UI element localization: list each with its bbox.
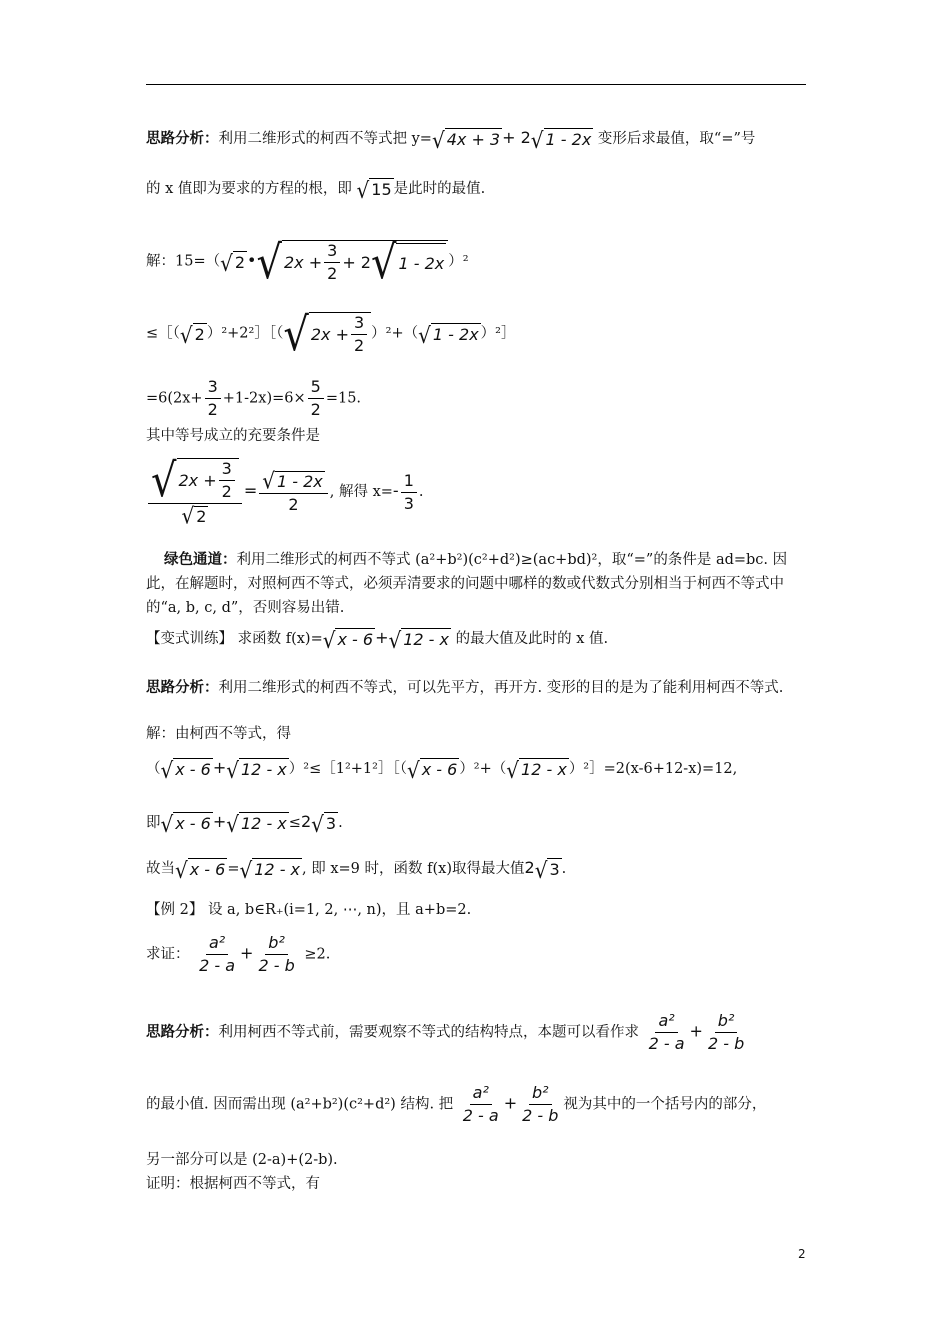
analysis-1-line-2 <box>146 176 486 204</box>
radicand: 1 - 2x <box>432 324 479 344</box>
numerator: 3 <box>205 378 221 399</box>
radicand: x - 6 <box>421 760 458 779</box>
radicand: 12 - x <box>241 814 287 833</box>
solution-text: ≤ <box>288 815 301 831</box>
sqrt-2x-3-2: √ 2x + $\frac{3}{2}$ + 2 √ 1 - 2x <box>256 240 448 283</box>
solution-2-line-1 <box>146 756 738 784</box>
sqrt-2: √ 2 <box>220 249 246 276</box>
radicand: 1 - 2x <box>396 243 446 283</box>
denominator: 2 - b <box>707 1034 745 1053</box>
sqrt-1-2x: √ 1 - 2x <box>530 126 592 154</box>
radicand: x - 6 <box>337 630 374 649</box>
page-number: 2 <box>798 1247 806 1261</box>
analysis-text: 利用二维形式的柯西不等式，可以先平方，再开方. 变形的目的是为了能利用柯西不等式. <box>218 680 784 696</box>
denominator: 2 - a <box>199 956 236 975</box>
sqrt-12-x: √ 12 - x <box>388 626 450 654</box>
analysis-3-line-2 <box>146 1084 766 1125</box>
plus-sign: + <box>212 812 227 831</box>
radicand: 1 - 2x <box>276 471 323 491</box>
fraction-3-2 <box>219 460 235 501</box>
solution-1-line-4 <box>146 426 320 446</box>
header-rule <box>146 84 806 85</box>
math-term: 2 <box>524 858 535 877</box>
sqrt-x-6: √ x - 6 <box>160 756 211 784</box>
math-term: 2 <box>300 812 312 831</box>
analysis-label: 思路分析： <box>146 130 219 147</box>
fraction-condition-right <box>259 467 328 514</box>
radicand: x - 6 <box>175 760 211 779</box>
fraction-b2 <box>255 934 297 975</box>
denominator: 2 - b <box>522 1106 559 1125</box>
prove-text: 求证： <box>146 946 190 963</box>
prove-text: ≥2. <box>304 946 331 963</box>
fraction-condition-left <box>148 454 242 530</box>
math-term: 2x + <box>310 324 349 344</box>
analysis-text: 的最小值. 因而需出现 (a²+b²)(c²+d²) 结构. 把 <box>146 1096 454 1113</box>
math-term: 2x + <box>283 252 323 272</box>
minus-sign: - <box>392 481 399 500</box>
solution-text: , 解得 x= <box>329 484 393 500</box>
analysis-text: 利用二维形式的柯西不等式把 y= <box>218 131 432 147</box>
math-term: + 2 <box>342 252 371 272</box>
numerator: b² <box>715 1012 738 1033</box>
solution-2-lead <box>146 724 291 744</box>
analysis-3-line-1 <box>146 1012 749 1053</box>
sqrt-1-2x: √ 1 - 2x <box>262 467 323 494</box>
sqrt-x-6: √ x - 6 <box>322 626 374 654</box>
solution-text: 解：由柯西不等式，得 <box>146 726 291 742</box>
solution-text: 故当 <box>146 861 175 877</box>
denominator: 2 <box>288 494 299 514</box>
sqrt-1-2x: √ 1 - 2x <box>370 236 445 289</box>
sqrt-12-x: √ 12 - x <box>506 756 567 784</box>
analysis-text: 视为其中的一个括号内的部分， <box>563 1096 767 1113</box>
denominator: 3 <box>403 493 414 513</box>
analysis-text: 是此时的最值. <box>393 181 486 197</box>
denominator: 2 <box>310 400 321 419</box>
analysis-label: 思路分析： <box>146 679 219 696</box>
analysis-text: 利用柯西不等式前，需要观察不等式的结构特点，本题可以看作求 <box>218 1024 639 1041</box>
sqrt-12-x: √ 12 - x <box>226 756 287 784</box>
green-channel-label: 绿色通道： <box>164 551 237 568</box>
solution-text: 即 <box>146 815 161 831</box>
radicand: 2 <box>234 252 246 272</box>
plus-sign: + <box>240 943 254 963</box>
equals-sign: = <box>243 481 258 500</box>
variant-label: 【变式训练】 <box>146 631 233 647</box>
denominator: 2 - a <box>648 1034 685 1053</box>
solution-text: . <box>338 815 343 831</box>
denominator: 2 - a <box>462 1106 499 1125</box>
radicand: 12 - x <box>241 760 287 779</box>
sqrt-4x3: √ 4x + 3 <box>431 126 501 154</box>
solution-1-line-1 <box>146 236 469 290</box>
solution-text: ）²+2²］［（ <box>206 325 284 342</box>
numerator: 1 <box>401 472 417 493</box>
sqrt-15: √ 15 <box>356 176 392 204</box>
solution-text: . <box>418 484 424 500</box>
plus-sign: + <box>503 1093 518 1113</box>
numerator: 3 <box>324 242 340 263</box>
variant-text: 求函数 f(x)= <box>237 631 323 647</box>
numerator: 3 <box>219 460 235 481</box>
equals-sign: = <box>227 861 240 877</box>
sqrt-2x-3-2: √ 2x + $\frac{3}{2}$ <box>283 312 371 355</box>
example-2 <box>146 900 471 920</box>
fraction-b2 <box>519 1084 561 1125</box>
fraction-a2 <box>460 1084 502 1125</box>
math-term: + 2 <box>502 128 531 147</box>
sqrt-3: √ 3 <box>311 810 337 838</box>
fraction-3-2 <box>205 378 221 419</box>
math-term: 2x + <box>178 470 217 490</box>
fraction-1-3 <box>401 472 417 513</box>
prove-statement <box>146 934 330 975</box>
proof-text: 证明：根据柯西不等式，有 <box>146 1176 320 1192</box>
radicand: 2 <box>194 324 205 344</box>
proof-lead <box>146 1174 320 1194</box>
radicand: 3 <box>549 860 560 879</box>
solution-text: . <box>561 861 567 877</box>
solution-1-line-3 <box>146 378 361 419</box>
numerator: 5 <box>308 378 324 399</box>
variant-text: 的最大值及此时的 x 值. <box>455 631 609 647</box>
plus-sign: + <box>212 758 227 777</box>
radicand: x - 6 <box>175 814 211 833</box>
radicand: 4x + 3 <box>446 130 501 149</box>
solution-2-line-2 <box>146 810 343 838</box>
sqrt-2: √ 2 <box>179 321 205 348</box>
plus-sign: + <box>689 1021 703 1041</box>
analysis-1-line-1 <box>146 126 756 154</box>
denominator: 2 <box>207 400 218 419</box>
solution-text: 解：15=（ <box>146 253 221 270</box>
dot-operator: • <box>247 250 257 270</box>
denominator: 2 <box>353 336 365 355</box>
example-label: 【例 2】 <box>146 902 204 918</box>
sqrt-12-x: √ 12 - x <box>239 856 301 884</box>
denominator: 2 <box>327 264 338 283</box>
solution-text: , 即 x=9 时，函数 f(x)取得最大值 <box>302 861 525 877</box>
solution-2-line-3 <box>146 856 567 884</box>
fraction-b2 <box>705 1012 747 1053</box>
radicand: 12 - x <box>254 860 301 879</box>
fraction-a2 <box>646 1012 688 1053</box>
numerator: a² <box>655 1012 677 1033</box>
analysis-3-line-3 <box>146 1150 338 1170</box>
variant-training <box>146 626 609 654</box>
analysis-label: 思路分析： <box>146 1023 219 1041</box>
denominator: 2 - b <box>258 956 295 975</box>
radicand: 3 <box>325 814 337 833</box>
solution-text: 其中等号成立的充要条件是 <box>146 428 320 444</box>
radicand: 15 <box>371 180 392 199</box>
numerator: 3 <box>351 314 367 335</box>
numerator: a² <box>470 1084 492 1105</box>
radicand: 2 <box>196 507 207 526</box>
fraction-3-2 <box>324 242 340 283</box>
sqrt-2: √ 2 <box>181 502 207 530</box>
radicand: 1 - 2x <box>545 130 592 149</box>
numerator: a² <box>206 934 228 955</box>
sqrt-x-6: √ x - 6 <box>406 756 458 784</box>
analysis-2 <box>146 676 806 700</box>
radicand: 12 - x <box>521 760 567 779</box>
sqrt-1-2x: √ 1 - 2x <box>418 321 479 348</box>
example-text: 设 a, b∈R₊(i=1, 2, ⋯, n)，且 a+b=2. <box>207 902 472 918</box>
analysis-text: 变形后求最值，取“=”号 <box>597 131 756 147</box>
solution-text: ）² <box>448 253 469 270</box>
radicand: 12 - x <box>403 630 450 649</box>
solution-text: ）²+（ <box>371 325 419 342</box>
numerator: b² <box>265 934 288 955</box>
numerator: b² <box>529 1084 552 1105</box>
solution-text: +1-2x)=6× <box>222 390 306 407</box>
solution-text: ）²≤［1²+1²］［（ <box>288 761 407 777</box>
analysis-text: 的 x 值即为要求的方程的根，即 <box>146 181 352 197</box>
solution-text: =6(2x+ <box>146 390 203 407</box>
green-channel <box>146 548 806 620</box>
fraction-3-2 <box>351 314 367 355</box>
green-channel-text: 利用二维形式的柯西不等式 (a²+b²)(c²+d²)≥(ac+bd)²，取“=”的条件是 ad=bc. 因此，在解题时，对照柯西不等式，必须弄清要求的问题中哪样的数或代数式分别相当于柯西不等式中的“a, b, c, d”，否则容易出错. <box>146 552 788 616</box>
solution-text: =15. <box>325 390 362 407</box>
sqrt-3: √ 3 <box>534 856 560 884</box>
sqrt-2x-3-2: √ 2x + $\frac{3}{2}$ <box>151 458 239 501</box>
solution-text: ）²+（ <box>459 761 507 777</box>
solution-text: ）²］=2(x-6+12-x)=12, <box>568 761 738 777</box>
plus-sign: + <box>375 628 389 647</box>
solution-1-line-2 <box>146 308 516 362</box>
solution-text: ≤［（ <box>146 325 180 342</box>
sqrt-x-6: √ x - 6 <box>175 856 226 884</box>
sqrt-x-6: √ x - 6 <box>160 810 211 838</box>
fraction-5-2 <box>308 378 324 419</box>
analysis-text: 另一部分可以是 (2-a)+(2-b). <box>146 1152 338 1168</box>
solution-text: （ <box>146 761 161 777</box>
sqrt-12-x: √ 12 - x <box>226 810 287 838</box>
solution-text: ）²］ <box>480 325 516 342</box>
fraction-a2 <box>196 934 238 975</box>
equality-condition <box>146 454 424 530</box>
radicand: x - 6 <box>189 860 226 879</box>
denominator: 2 <box>221 482 232 501</box>
